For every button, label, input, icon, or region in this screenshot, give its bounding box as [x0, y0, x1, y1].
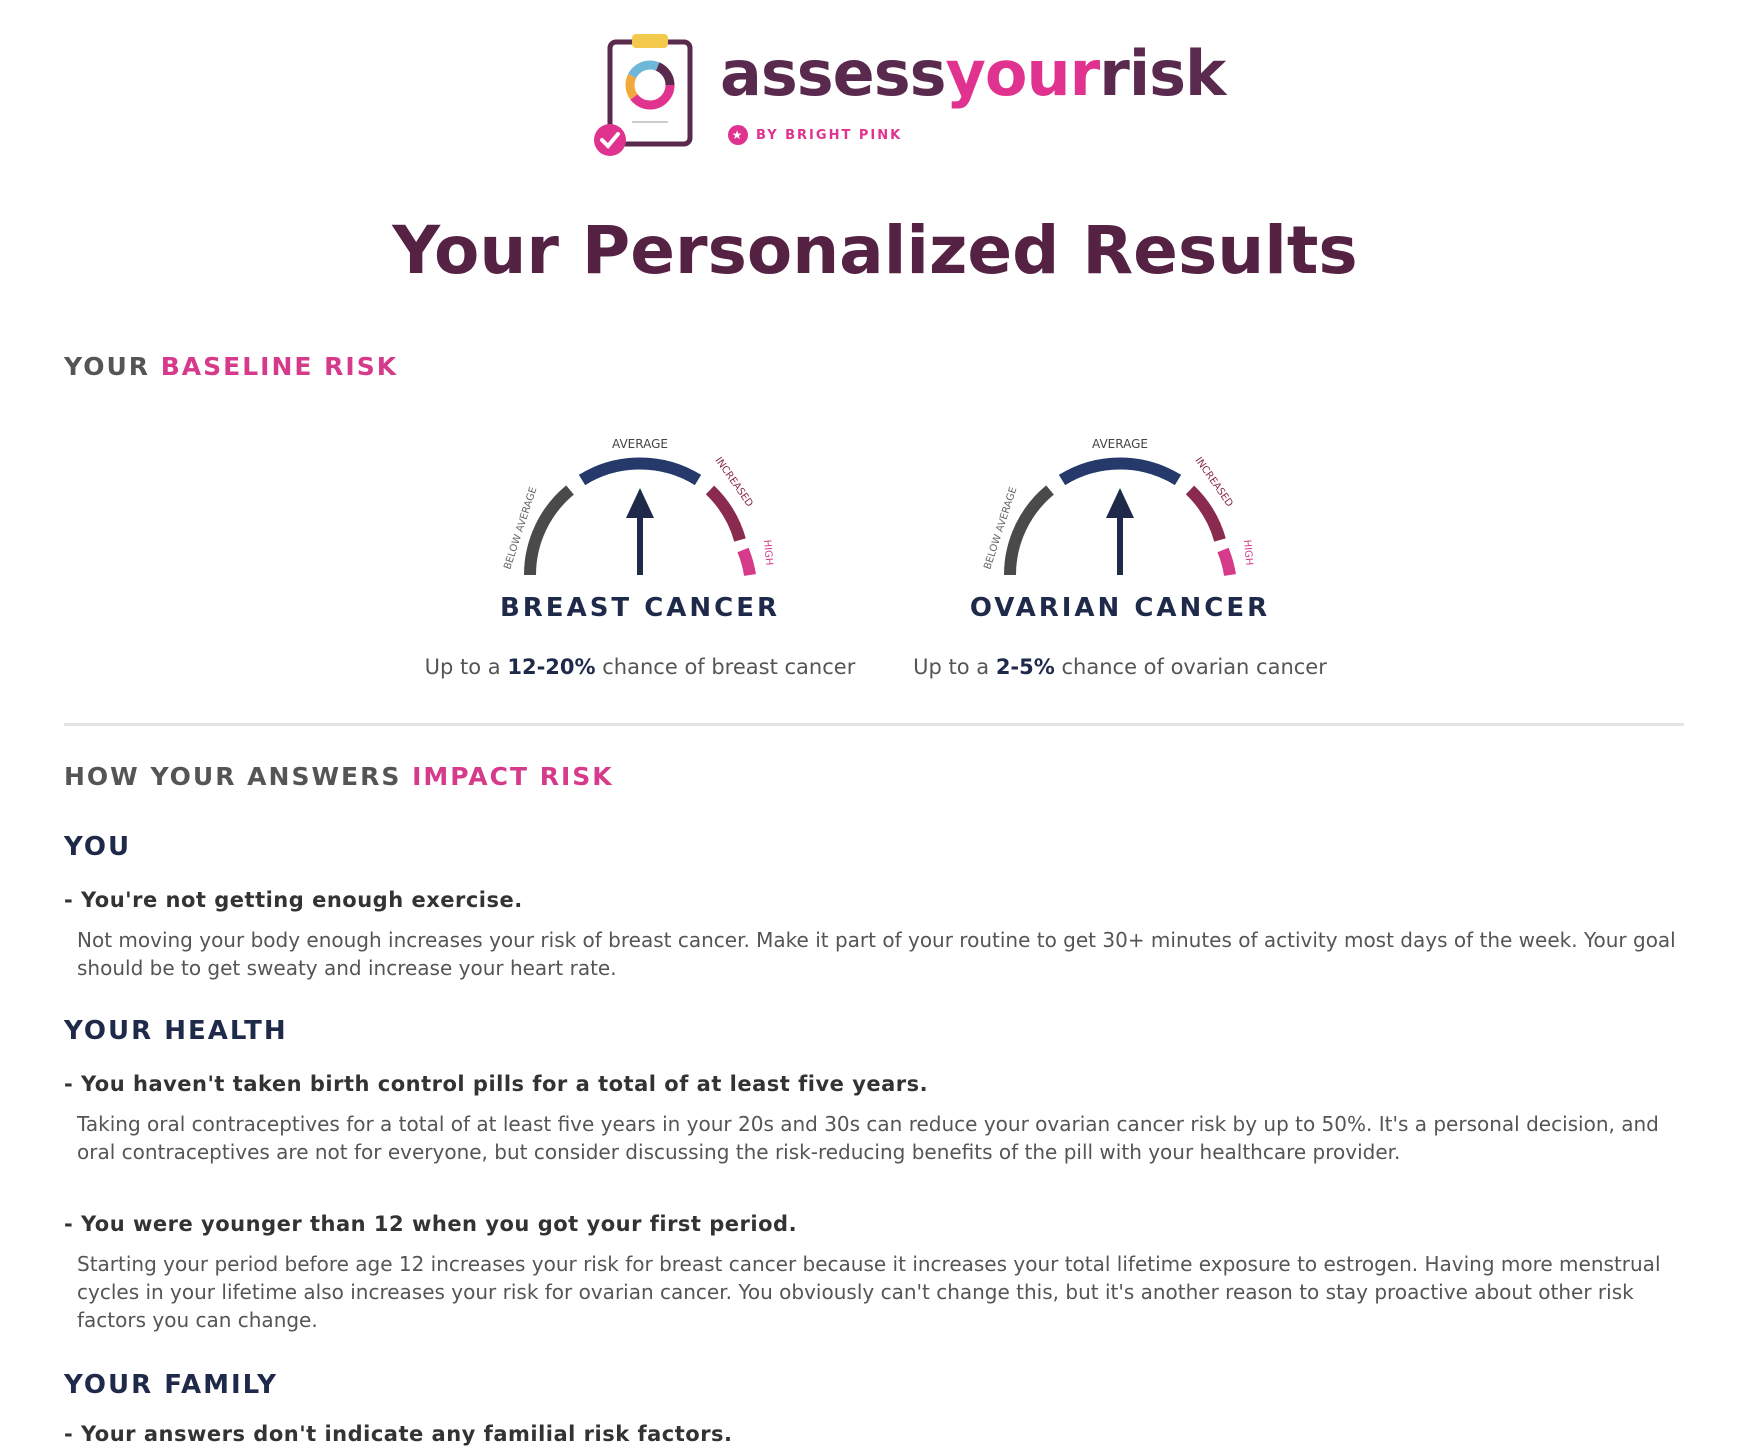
- risk-factor-text: Taking oral contraceptives for a total of at least five years in your 20s and 30s can reduce your ovarian cancer risk by up to 50%. It's a personal decision, and oral contraceptives are not for everyone, but consider discussing the risk-reducing benefits of the pill with your healthcare provider.: [77, 1112, 1659, 1164]
- svg-text:AVERAGE: AVERAGE: [1092, 437, 1148, 451]
- svg-text:AVERAGE: AVERAGE: [612, 437, 668, 451]
- impact-risk-heading: HOW YOUR ANSWERS IMPACT RISK: [64, 762, 614, 791]
- brand-header: [0, 25, 1750, 155]
- family-section-title: YOUR FAMILY: [64, 1370, 278, 1400]
- svg-text:HIGH: HIGH: [761, 539, 775, 566]
- you-section-title: YOU: [64, 832, 132, 862]
- risk-gauge-icon: [500, 430, 780, 580]
- risk-factor-title: - You're not getting enough exercise.: [64, 888, 523, 912]
- section-divider: [64, 723, 1684, 726]
- brand-name: assessyourrisk: [720, 37, 1226, 110]
- page-title: Your Personalized Results: [392, 212, 1358, 289]
- star-icon: ★: [728, 125, 748, 145]
- risk-factor-title: - You haven't taken birth control pills for a total of at least five years.: [64, 1072, 929, 1096]
- gauge-title: OVARIAN CANCER: [969, 593, 1271, 623]
- risk-factor-text: Not moving your body enough increases your risk of breast cancer. Make it part of your routine to get 30+ minutes of activity most days of the week. Your goal should be to get sweaty and increase your heart rate.: [77, 928, 1676, 980]
- risk-factor-title: - You were younger than 12 when you got your first period.: [64, 1212, 798, 1236]
- ovarian-cancer-gauge: [890, 430, 1350, 700]
- svg-text:BELOW AVERAGE: BELOW AVERAGE: [502, 485, 540, 571]
- baseline-risk-heading: YOUR BASELINE RISK: [64, 352, 399, 381]
- risk-factor-text: Starting your period before age 12 increases your risk for breast cancer because it increases your total lifetime exposure to estrogen. Having more menstrual cycles in your lifetime also increases your risk for ovarian cancer. You obviously can't change this, but it's another reason to stay proactive about other risk factors you can change.: [77, 1252, 1661, 1332]
- risk-factor-title: - Your answers don't indicate any familial risk factors.: [64, 1422, 733, 1446]
- gauge-title: BREAST CANCER: [499, 593, 781, 623]
- svg-text:INCREASED: INCREASED: [1192, 455, 1235, 510]
- breast-cancer-gauge: [410, 430, 870, 700]
- health-section-title: YOUR HEALTH: [64, 1016, 288, 1046]
- gauge-description: Up to a 12-20% chance of breast cancer: [424, 655, 856, 679]
- clipboard-logo-icon: [590, 30, 700, 160]
- svg-text:BELOW AVERAGE: BELOW AVERAGE: [982, 485, 1020, 571]
- svg-text:INCREASED: INCREASED: [712, 455, 755, 510]
- brand-byline: ★ BY BRIGHT PINK: [728, 125, 902, 145]
- svg-text:HIGH: HIGH: [1241, 539, 1255, 566]
- gauge-description: Up to a 2-5% chance of ovarian cancer: [913, 655, 1327, 679]
- risk-gauge-icon: [980, 430, 1260, 580]
